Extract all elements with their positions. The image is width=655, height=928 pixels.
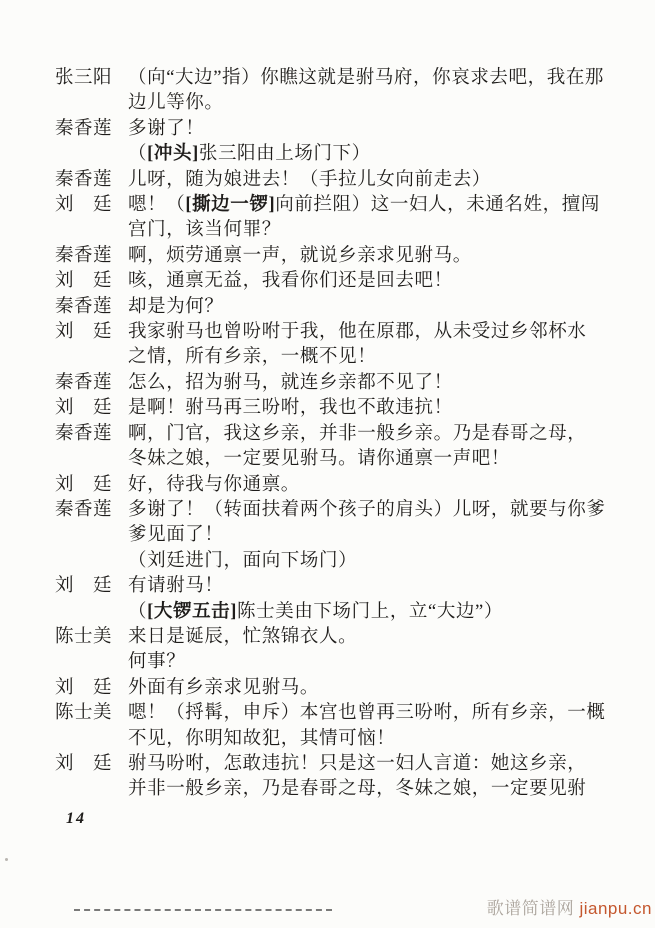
dialogue-entry bbox=[55, 295, 615, 320]
dialogue-lines bbox=[128, 574, 615, 599]
watermark-site-url: jianpu.cn bbox=[579, 899, 652, 918]
dialogue-lines bbox=[128, 600, 615, 625]
dialogue-line: 不见，你明知故犯，其情可恼！ bbox=[128, 728, 396, 749]
scan-artifact-line bbox=[74, 909, 332, 911]
dialogue-line: 之情，所有乡亲，一概不见！ bbox=[128, 347, 377, 368]
dialogue-lines bbox=[128, 269, 615, 294]
dialogue-line: 冬妹之娘，一定要见驸马。请你通禀一声吧！ bbox=[128, 449, 511, 470]
speaker-name: 秦香莲 bbox=[55, 423, 113, 444]
dialogue-line: 嗯！（[撕边一锣]向前拦阻）这一妇人，未通名姓，擅闯 bbox=[128, 195, 600, 216]
dialogue-entry bbox=[55, 625, 615, 676]
scan-speck bbox=[5, 858, 8, 861]
dialogue-line: 是啊！驸马再三吩咐，我也不敢违抗！ bbox=[128, 398, 453, 419]
dialogue-lines bbox=[128, 676, 615, 701]
percussion-cue: [撕边一锣] bbox=[185, 195, 276, 216]
speaker-name: 秦香莲 bbox=[55, 499, 113, 520]
dialogue-entry bbox=[55, 676, 615, 701]
dialogue-line: （向“大边”指）你瞧这就是驸马府，你哀求去吧，我在那 bbox=[128, 68, 605, 88]
dialogue-lines bbox=[128, 320, 615, 371]
watermark-site-name: 歌谱简谱网 bbox=[486, 899, 575, 918]
dialogue-line: 驸马吩咐，怎敢违抗！只是这一妇人言道：她这乡亲， bbox=[128, 753, 587, 774]
dialogue-lines bbox=[128, 244, 615, 269]
dialogue-entry bbox=[55, 422, 615, 473]
dialogue-entry bbox=[55, 600, 615, 625]
watermark bbox=[487, 894, 652, 919]
dialogue-entry bbox=[55, 117, 615, 142]
dialogue-entry bbox=[55, 244, 615, 269]
dialogue-entry bbox=[55, 473, 615, 498]
dialogue-entry bbox=[55, 752, 615, 803]
dialogue-lines bbox=[128, 473, 615, 498]
speaker-name: 秦香莲 bbox=[55, 296, 113, 317]
dialogue-entry bbox=[55, 498, 615, 549]
speaker-name: 刘 廷 bbox=[55, 398, 113, 419]
speaker-name: 刘 廷 bbox=[55, 271, 113, 292]
script-body bbox=[55, 66, 615, 803]
dialogue-entry bbox=[55, 371, 615, 396]
dialogue-line: 边儿等你。 bbox=[128, 93, 224, 114]
speaker-name: 刘 廷 bbox=[55, 195, 113, 216]
dialogue-line: 何事？ bbox=[128, 652, 186, 673]
dialogue-line: 并非一般乡亲，乃是春哥之母，冬妹之娘，一定要见驸 bbox=[128, 779, 587, 800]
dialogue-entry bbox=[55, 320, 615, 371]
dialogue-lines bbox=[128, 498, 615, 549]
dialogue-line: 却是为何？ bbox=[128, 296, 224, 317]
dialogue-lines bbox=[128, 625, 615, 676]
speaker-name: 刘 廷 bbox=[55, 753, 113, 774]
dialogue-lines bbox=[128, 701, 615, 752]
dialogue-lines bbox=[128, 371, 615, 396]
speaker-name: 陈士美 bbox=[55, 626, 113, 647]
dialogue-lines bbox=[128, 422, 615, 473]
dialogue-line: 啊，门官，我这乡亲，并非一般乡亲。乃是春哥之母， bbox=[128, 423, 587, 444]
speaker-name: 秦香莲 bbox=[55, 372, 113, 393]
dialogue-line: （[冲头]张三阳由上场门下） bbox=[128, 144, 371, 165]
speaker-name: 秦香莲 bbox=[55, 118, 113, 139]
speaker-name: 张三阳 bbox=[55, 68, 113, 88]
dialogue-entry bbox=[55, 168, 615, 193]
dialogue-line: 怎么，招为驸马，就连乡亲都不见了！ bbox=[128, 372, 453, 393]
dialogue-line: 儿呀，随为娘进去！（手拉儿女向前走去） bbox=[128, 169, 491, 190]
dialogue-lines bbox=[128, 168, 615, 193]
dialogue-line: 嗯！（捋髯，申斥）本宫也曾再三吩咐，所有乡亲，一概 bbox=[128, 703, 606, 724]
dialogue-line: 多谢了！ bbox=[128, 118, 205, 139]
dialogue-entry bbox=[55, 549, 615, 574]
dialogue-lines bbox=[128, 549, 615, 574]
dialogue-lines bbox=[128, 66, 615, 117]
dialogue-line: （[大锣五击]陈士美由下场门上，立“大边”） bbox=[128, 601, 503, 622]
speaker-name: 秦香莲 bbox=[55, 245, 113, 266]
dialogue-line: （刘廷进门，面向下场门） bbox=[128, 550, 358, 571]
speaker-name: 陈士美 bbox=[55, 703, 113, 724]
dialogue-lines bbox=[128, 142, 615, 167]
dialogue-entry bbox=[55, 269, 615, 294]
dialogue-lines bbox=[128, 752, 615, 803]
dialogue-line: 我家驸马也曾吩咐于我，他在原郡，从未受过乡邻杯水 bbox=[128, 322, 587, 343]
dialogue-entry bbox=[55, 701, 615, 752]
dialogue-line: 好，待我与你通禀。 bbox=[128, 474, 300, 495]
dialogue-entry bbox=[55, 142, 615, 167]
dialogue-lines bbox=[128, 396, 615, 421]
dialogue-line: 外面有乡亲求见驸马。 bbox=[128, 677, 320, 698]
dialogue-line: 爹见面了！ bbox=[128, 525, 224, 546]
page-number: 14 bbox=[66, 810, 86, 827]
dialogue-entry bbox=[55, 574, 615, 599]
percussion-cue: [大锣五击] bbox=[147, 601, 238, 622]
dialogue-line: 来日是诞辰，忙煞锦衣人。 bbox=[128, 626, 358, 647]
dialogue-lines bbox=[128, 117, 615, 142]
percussion-cue: [冲头] bbox=[147, 144, 199, 165]
speaker-name: 刘 廷 bbox=[55, 677, 113, 698]
dialogue-line: 咳，通禀无益，我看你们还是回去吧！ bbox=[128, 271, 453, 292]
dialogue-lines bbox=[128, 193, 615, 244]
dialogue-entry bbox=[55, 193, 615, 244]
speaker-name: 刘 廷 bbox=[55, 322, 113, 343]
dialogue-line: 多谢了！（转面扶着两个孩子的肩头）儿呀，就要与你爹 bbox=[128, 499, 606, 520]
dialogue-line: 宫门，该当何罪？ bbox=[128, 220, 281, 241]
speaker-name: 刘 廷 bbox=[55, 576, 113, 597]
dialogue-lines bbox=[128, 295, 615, 320]
dialogue-line: 啊，烦劳通禀一声，就说乡亲求见驸马。 bbox=[128, 245, 472, 266]
dialogue-line: 有请驸马！ bbox=[128, 576, 224, 597]
dialogue-entry bbox=[55, 66, 615, 117]
dialogue-entry bbox=[55, 396, 615, 421]
speaker-name: 秦香莲 bbox=[55, 169, 113, 190]
speaker-name: 刘 廷 bbox=[55, 474, 113, 495]
